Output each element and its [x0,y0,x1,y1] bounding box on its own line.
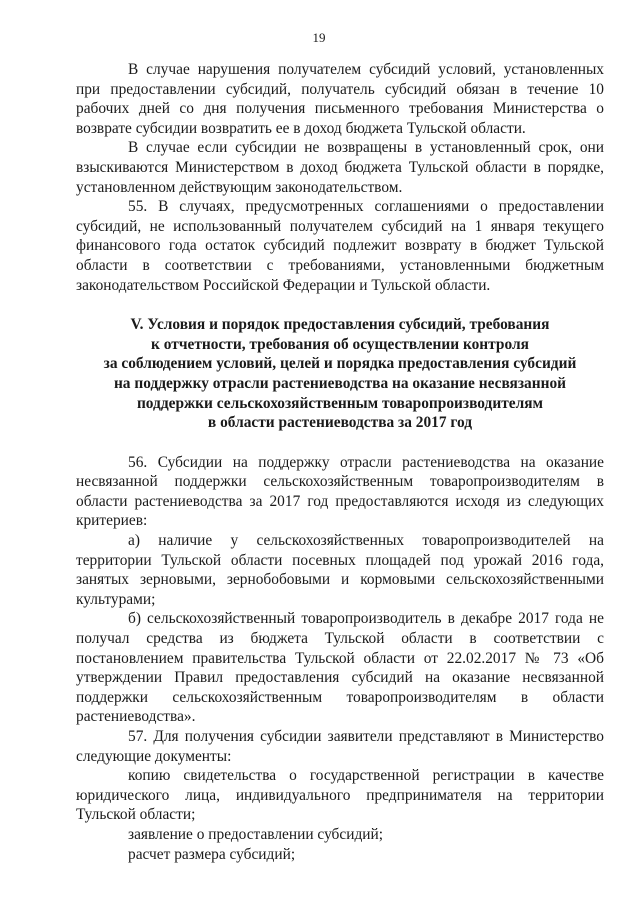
section-heading-line: за соблюдением условий, целей и порядка предоставления субсидий [103,355,577,373]
section-heading-line: поддержки сельскохозяйственным товаропроизводителям [136,394,544,412]
section-heading-line: к отчетности, требования об осуществлении контроля [151,335,529,353]
document-body [76,60,604,864]
page-number: 19 [312,30,326,45]
paragraph-refund-enforcement: В случае если субсидии не возвращены в установленный срок, они взыскиваются Министерством в доход бюджета Тульской области в порядке, установленном действующим законодательством. [76,139,604,196]
section-heading-line: на поддержку отрасли растениеводства на оказание несвязанной [113,374,567,392]
paragraph-criterion-b: б) сельскохозяйственный товаропроизводитель в декабре 2017 года не получал средства из бюджета Тульской области в соответствии с постановлением правительства Тульской области от 22.02.2017 № 73 «Об утверждении Правил предоставления субсидий на оказание несвязанной поддержки сельскохозяйственным товаропроизводителям в области растениеводства». [76,610,604,726]
paragraph-doc-application: заявление о предоставлении субсидий; [128,825,384,843]
section-heading-line: в области растениеводства за 2017 год [207,414,473,432]
paragraph-refund-violation: В случае нарушения получателем субсидий условий, установленных при предоставлении субсидий, получатель субсидий обязан в течение 10 рабочих дней со дня получения письменного требования Министерства о возврате субсидии возвратить ее в доход бюджета Тульской области. [76,61,604,137]
section-heading [76,315,604,433]
paragraph-criterion-a: а) наличие у сельскохозяйственных товаропроизводителей на территории Тульской области посевных площадей под урожай 2016 года, занятых зерновыми, зернобобовыми и кормовыми сельскохозяйственными культурами; [76,532,604,608]
paragraph-57: 57. Для получения субсидии заявители представляют в Министерство следующие документы: [76,728,604,765]
paragraph-doc-registration: копию свидетельства о государственной регистрации в качестве юридического лица, индивидуального предпринимателя на территории Тульской области; [76,767,604,824]
paragraph-56: 56. Субсидии на поддержку отрасли растениеводства на оказание несвязанной поддержки сельскохозяйственным товаропроизводителям в области растениеводства за 2017 год предоставляются исходя из следующих критериев: [76,453,604,530]
paragraph-doc-calculation: расчет размера субсидий; [128,845,296,863]
section-heading-line: V. Условия и порядок предоставления субсидий, требования [130,316,550,334]
paragraph-55: 55. В случаях, предусмотренных соглашениями о предоставлении субсидий, не использованный получателем субсидий на 1 января текущего финансового года остаток субсидий подлежит возврату в бюджет Тульской области в соответствии с требованиями, установленными бюджетным законодательством Российской Федерации и Тульской области. [76,198,604,294]
